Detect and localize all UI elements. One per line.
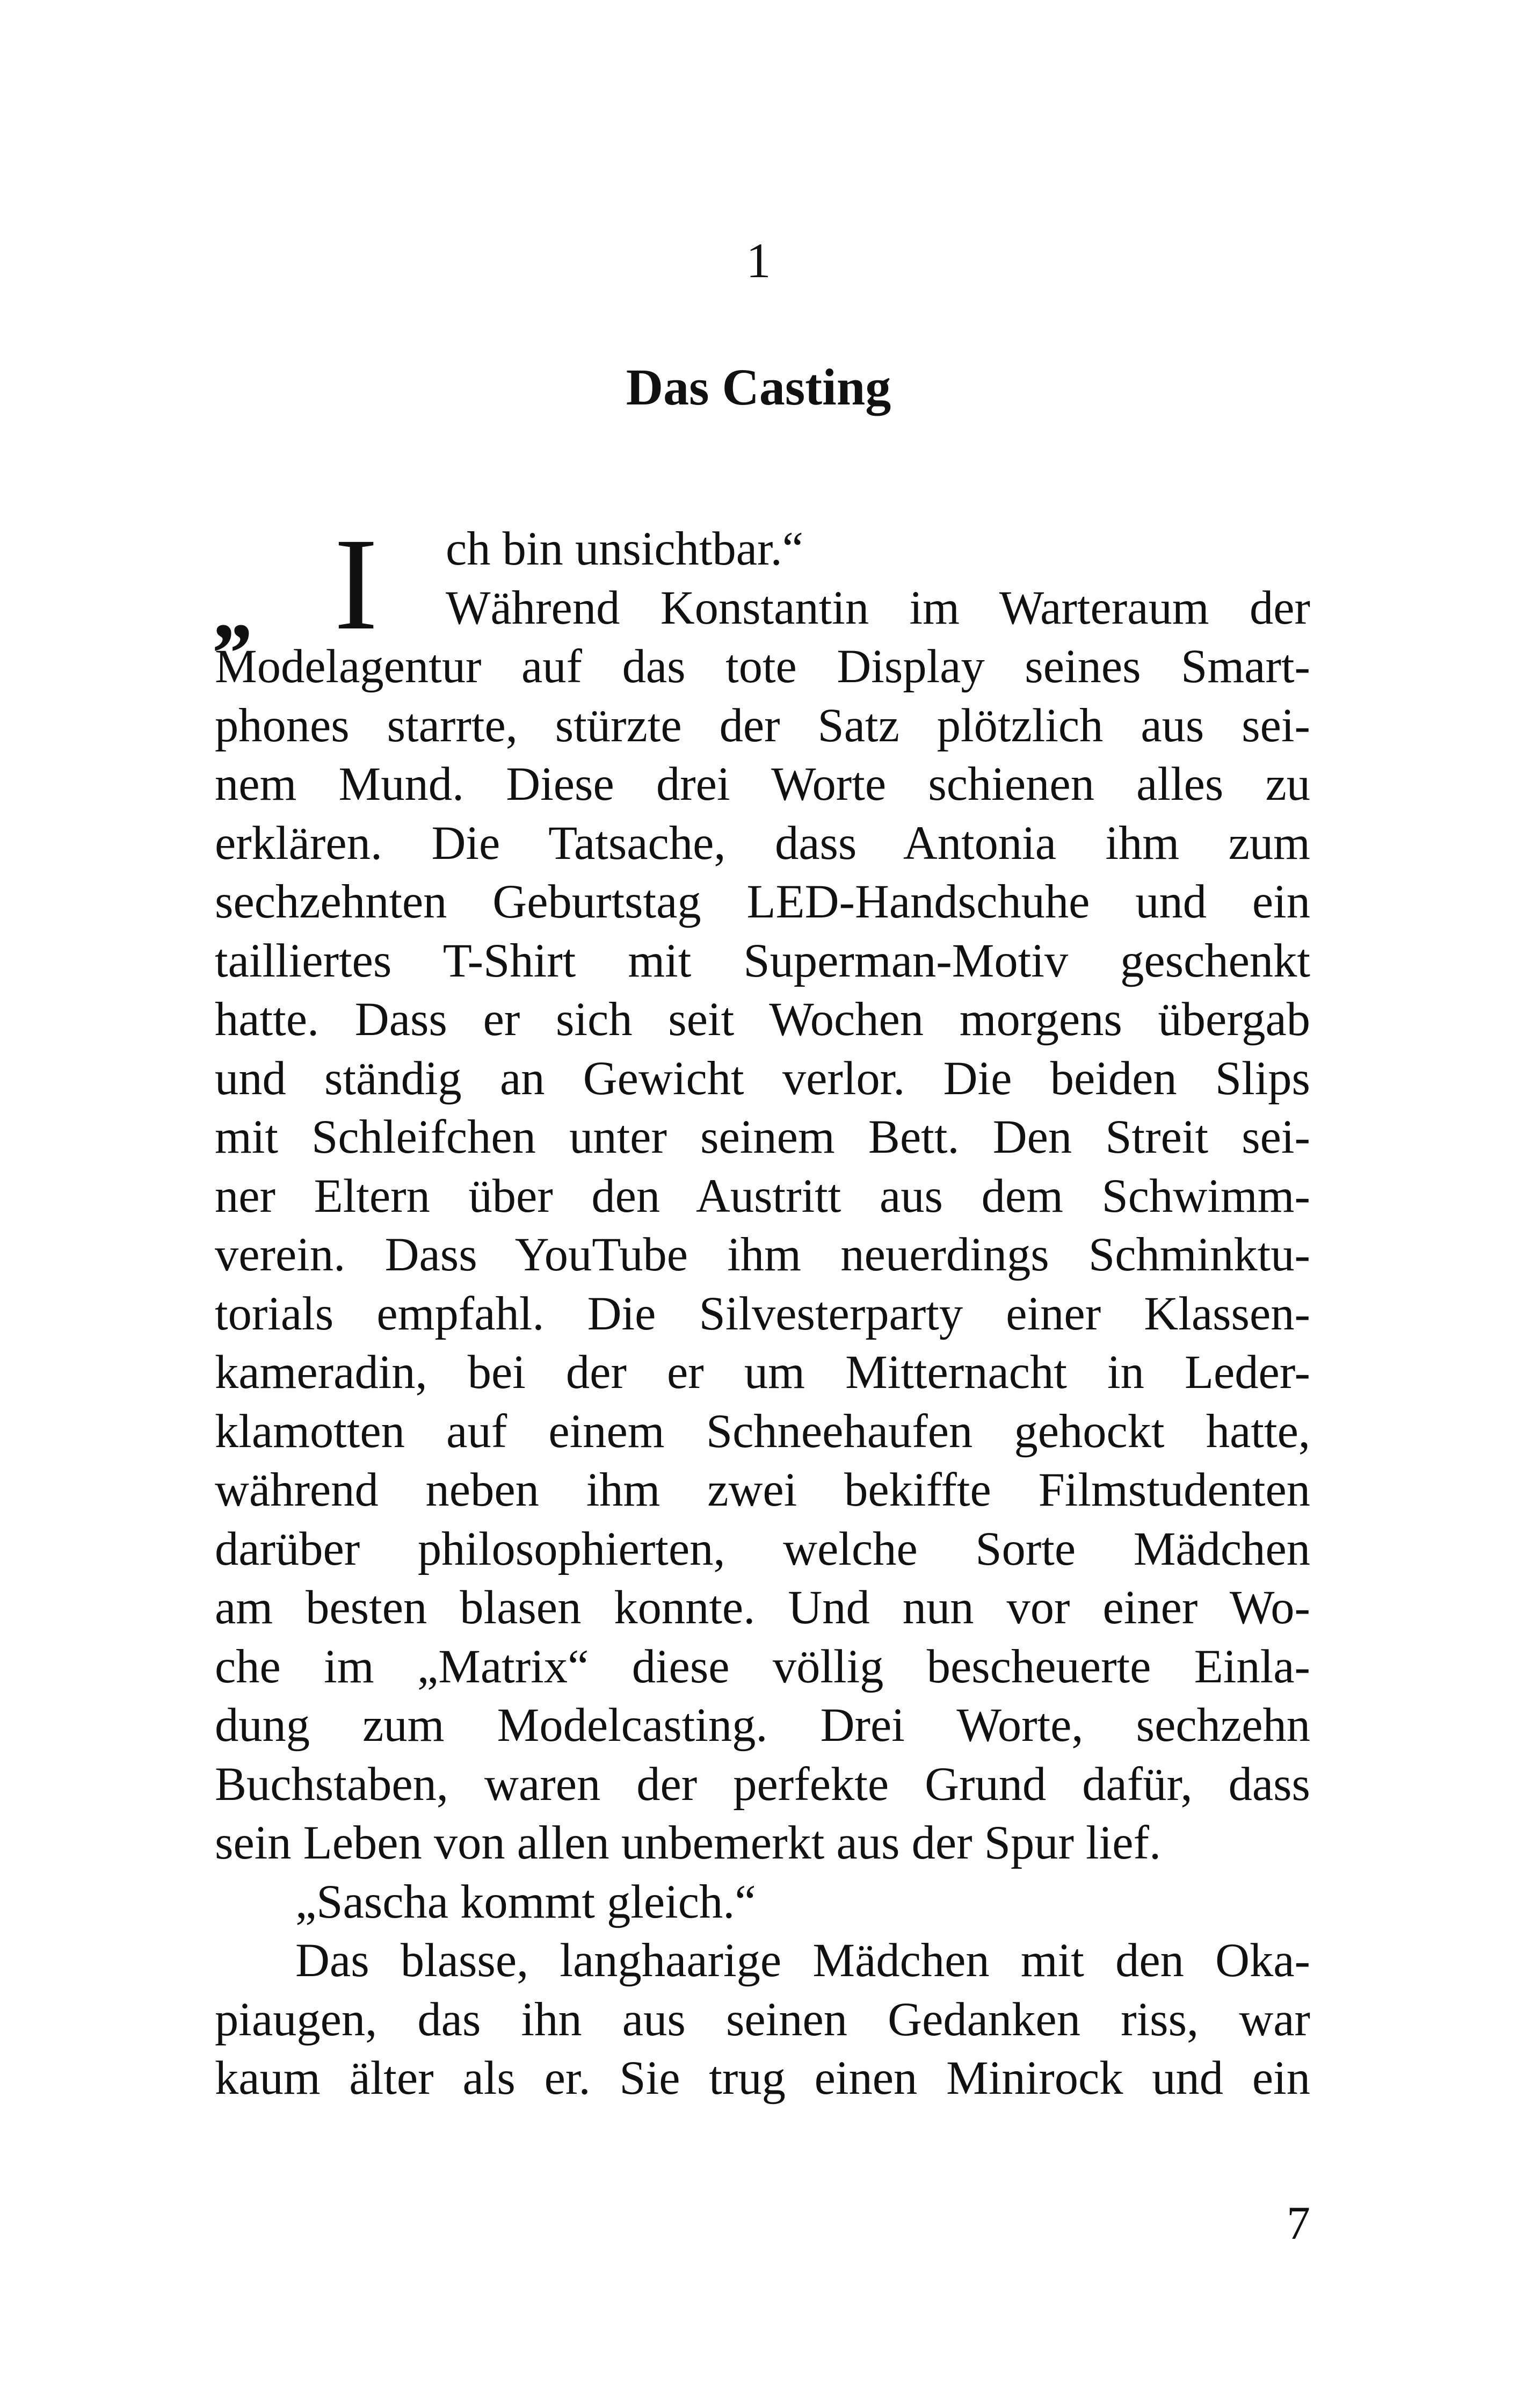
chapter-number: 1 <box>746 233 771 288</box>
text-line: sechzehnten Geburtstag LED-Handschuhe und ein <box>215 876 1310 928</box>
dropcap-letter: I <box>334 511 378 657</box>
page-number: 7 <box>1287 2197 1310 2250</box>
chapter-body-text <box>215 511 1310 2108</box>
text-line: und ständig an Gewicht verlor. Die beiden Slips <box>215 1052 1310 1105</box>
text-line: Buchstaben, waren der perfekte Grund dafür, dass <box>215 1758 1310 1811</box>
text-line: klamotten auf einem Schneehaufen gehockt hatte, <box>215 1405 1310 1458</box>
text-line: phones starrte, stürzte der Satz plötzlich aus sei- <box>215 699 1310 752</box>
dropcap-opening-quote: „ <box>215 561 258 656</box>
text-line: nem Mund. Diese drei Worte schienen alles zu <box>215 758 1310 811</box>
text-line: „Sascha kommt gleich.“ <box>295 1875 756 1928</box>
text-line: torials empfahl. Die Silvesterparty einer Klassen- <box>215 1287 1310 1340</box>
text-line: ch bin unsichtbar.“ <box>446 523 804 575</box>
text-line: mit Schleifchen unter seinem Bett. Den Streit sei- <box>215 1111 1310 1163</box>
text-line: sein Leben von allen unbemerkt aus der Spur lief. <box>215 1817 1162 1869</box>
text-line: Das blasse, langhaarige Mädchen mit den Oka- <box>295 1934 1310 1987</box>
chapter-title: Das Casting <box>626 358 891 416</box>
text-line: kameradin, bei der er um Mitternacht in Leder- <box>215 1346 1310 1399</box>
text-line: piaugen, das ihn aus seinen Gedanken riss, war <box>215 1993 1310 2046</box>
text-line: Modelagentur auf das tote Display seines Smart- <box>215 640 1310 693</box>
text-line: ner Eltern über den Austritt aus dem Schwimm- <box>215 1169 1310 1223</box>
text-line: dung zum Modelcasting. Drei Worte, sechzehn <box>215 1699 1310 1752</box>
text-line: während neben ihm zwei bekiffte Filmstudenten <box>215 1464 1310 1516</box>
text-line: darüber philosophierten, welche Sorte Mädchen <box>215 1522 1310 1575</box>
text-line: che im „Matrix“ diese völlig bescheuerte Einla- <box>215 1640 1310 1693</box>
text-line: hatte. Dass er sich seit Wochen morgens übergab <box>215 993 1310 1046</box>
text-line: kaum älter als er. Sie trug einen Minirock und ein <box>215 2052 1310 2105</box>
text-line: Während Konstantin im Warteraum der <box>446 581 1310 634</box>
text-line: am besten blasen konnte. Und nun vor einer Wo- <box>215 1581 1310 1634</box>
text-line: erklären. Die Tatsache, dass Antonia ihm zum <box>215 816 1310 870</box>
text-line: tailliertes T-Shirt mit Superman-Motiv geschenkt <box>215 934 1310 987</box>
text-line: verein. Dass YouTube ihm neuerdings Schminktu- <box>215 1228 1310 1281</box>
